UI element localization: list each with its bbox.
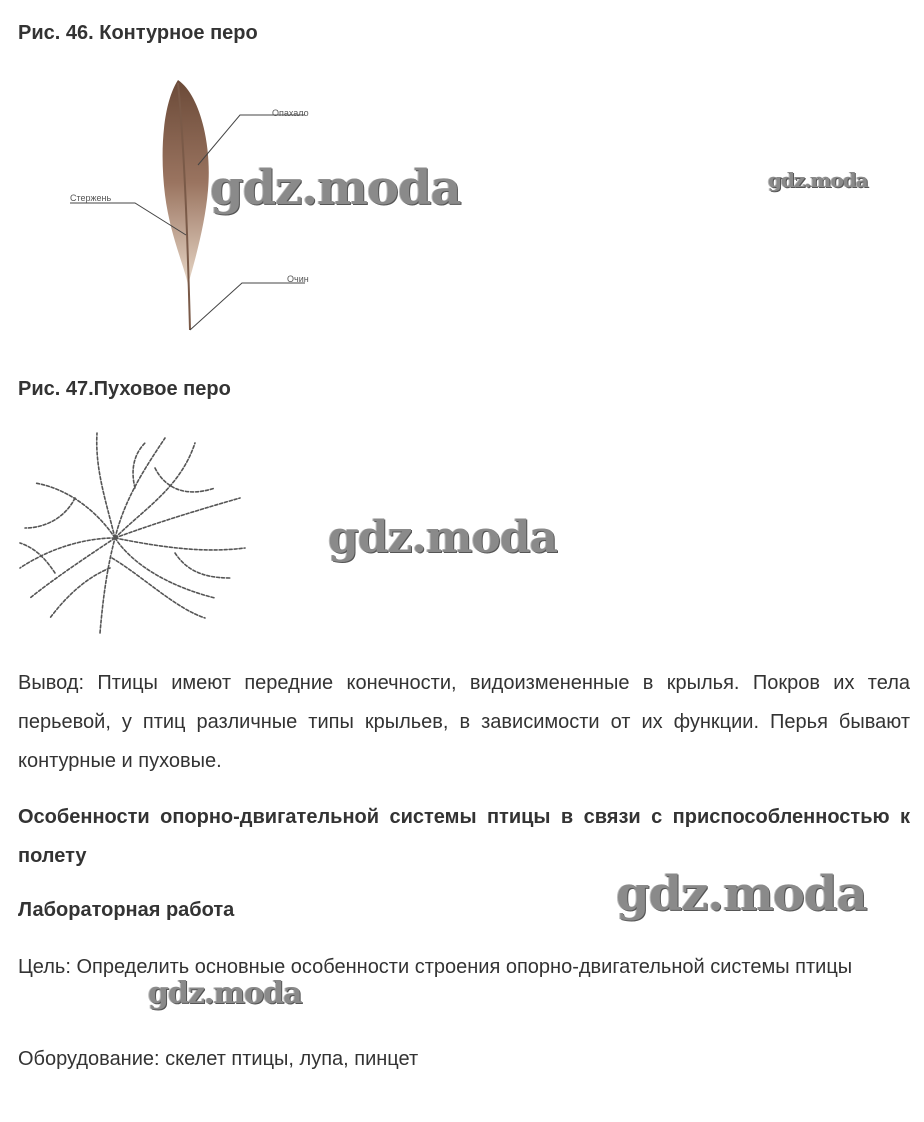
- fig46-title: Рис. 46. Контурное перо: [18, 22, 258, 44]
- lab-title: Лабораторная работа: [18, 899, 235, 921]
- down-feather-illustration: [15, 428, 250, 638]
- watermark-logo: gdz.moda: [210, 160, 461, 216]
- label-vane: Опахало: [272, 108, 309, 118]
- conclusion-paragraph: Вывод: Птицы имеют передние конечности, видоизмененные в крылья. Покров их тела перьевой, у птиц различные типы крыльев, в зависимости от их функции. Перья бывают контурные и пуховые.: [18, 672, 910, 772]
- label-shaft: Стержень: [70, 193, 112, 203]
- fig47-title: Рис. 47.Пуховое перо: [18, 378, 231, 400]
- label-quill: Очин: [287, 274, 309, 284]
- watermark-logo: gdz.moda: [768, 168, 868, 192]
- watermark-logo: gdz.moda: [616, 866, 867, 922]
- watermark-logo: gdz.moda: [148, 976, 302, 1011]
- equipment-paragraph: Оборудование: скелет птицы, лупа, пинцет: [18, 1048, 419, 1070]
- watermark-logo: gdz.moda: [328, 512, 558, 563]
- section-title: Особенности опорно-двигательной системы птицы в связи с приспособленностью к полету: [18, 806, 910, 867]
- goal-paragraph: Цель: Определить основные особенности строения опорно-двигательной системы птицы: [18, 956, 853, 978]
